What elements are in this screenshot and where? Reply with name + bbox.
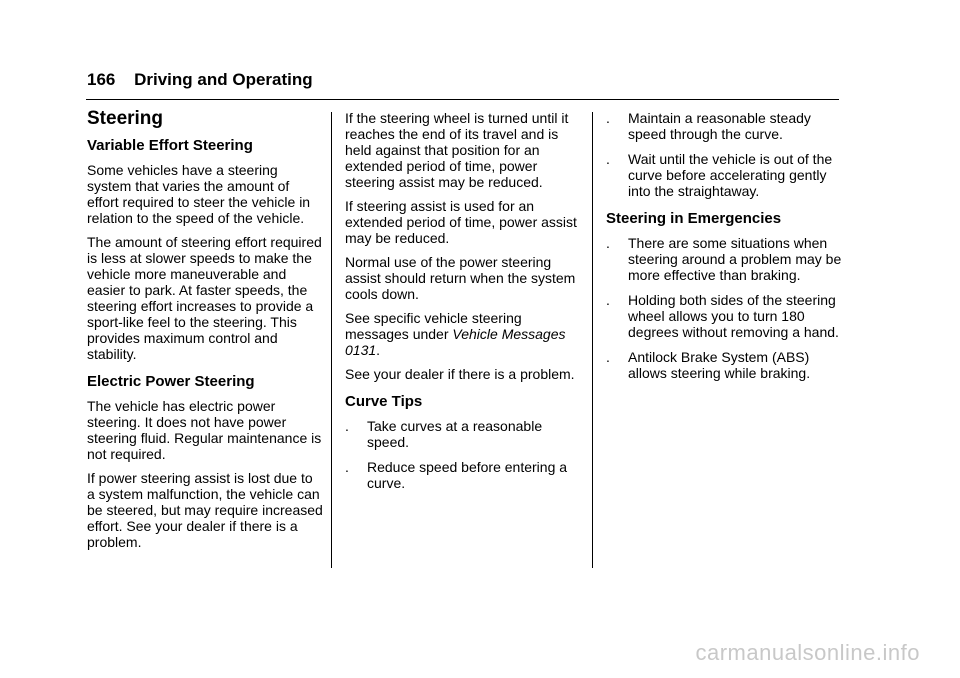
subtitle-steering-emergencies: Steering in Emergencies <box>606 210 782 227</box>
subtitle-curve-tips: Curve Tips <box>345 393 423 410</box>
column-divider <box>331 112 332 568</box>
page-header <box>87 70 313 90</box>
paragraph: The vehicle has electric power steering. It does not have power steering fluid. Regular maintenance is not required. <box>87 398 322 462</box>
paragraph-with-reference: See specific vehicle steering messages under Vehicle Messages 0131. <box>345 310 566 358</box>
column-3 <box>606 110 842 390</box>
paragraph: See your dealer if there is a problem. <box>345 366 575 382</box>
watermark: carmanualsonline.info <box>695 640 920 665</box>
column-1 <box>87 104 323 558</box>
cross-reference-link[interactable]: Vehicle Messages <box>452 326 566 342</box>
page-reference-number[interactable]: 131 <box>352 342 377 358</box>
list-item-text: Maintain a reasonable steady speed through the curve. <box>628 110 811 142</box>
paragraph: The amount of steering effort required is less at slower speeds to make the vehicle more maneuverable and easier to park. At faster speeds, the steering effort increases to provide a sport-like feel to the steering. This provides maximum control and stability. <box>87 234 322 362</box>
column-divider <box>592 112 593 568</box>
paragraph: If the steering wheel is turned until it reaches the end of its travel and is held against that position for an extended period of time, power steering assist may be reduced. <box>345 110 569 190</box>
bullet-list <box>606 235 842 381</box>
list-item <box>345 459 581 491</box>
list-item <box>606 349 842 381</box>
bullet-icon: . <box>606 151 610 167</box>
list-item-text: There are some situations when steering around a problem may be more effective than braking. <box>628 235 842 283</box>
bullet-icon: . <box>606 110 610 126</box>
list-item-text: Take curves at a reasonable speed. <box>367 418 543 450</box>
paragraph: If power steering assist is lost due to a system malfunction, the vehicle can be steered, but may require increased effort. See your dealer if there is a problem. <box>87 470 323 550</box>
section-title-steering: Steering <box>87 108 164 129</box>
bullet-icon: . <box>606 292 610 308</box>
bullet-icon: . <box>606 349 610 365</box>
page-number: 166 <box>87 70 116 89</box>
bullet-icon: . <box>606 235 610 251</box>
subtitle-electric-power: Electric Power Steering <box>87 373 255 390</box>
list-item <box>606 110 842 142</box>
paragraph-text: See specific vehicle steering messages under <box>345 310 522 342</box>
header-rule <box>86 99 839 100</box>
column-2 <box>345 110 581 500</box>
list-item-text: Holding both sides of the steering wheel allows you to turn 180 degrees without removing a hand. <box>628 292 839 340</box>
chapter-title: Driving and Operating <box>134 70 313 89</box>
list-item <box>345 418 581 450</box>
bullet-list <box>345 418 581 491</box>
list-item <box>606 292 842 340</box>
list-item <box>606 151 842 199</box>
list-item-text: Antilock Brake System (ABS) allows steering while braking. <box>628 349 811 381</box>
list-item-text: Reduce speed before entering a curve. <box>367 459 568 491</box>
page-reference-icon: 0 <box>345 342 353 358</box>
paragraph: If steering assist is used for an extended period of time, power assist may be reduced. <box>345 198 577 246</box>
bullet-icon: . <box>345 418 349 434</box>
paragraph: Normal use of the power steering assist should return when the system cools down. <box>345 254 576 302</box>
bullet-icon: . <box>345 459 349 475</box>
list-item-text: Wait until the vehicle is out of the curve before accelerating gently into the straightaway. <box>628 151 833 199</box>
list-item <box>606 235 842 283</box>
bullet-list <box>606 110 842 199</box>
paragraph: Some vehicles have a steering system that varies the amount of effort required to steer the vehicle in relation to the speed of the vehicle. <box>87 162 311 226</box>
subtitle-variable-effort: Variable Effort Steering <box>87 137 253 154</box>
